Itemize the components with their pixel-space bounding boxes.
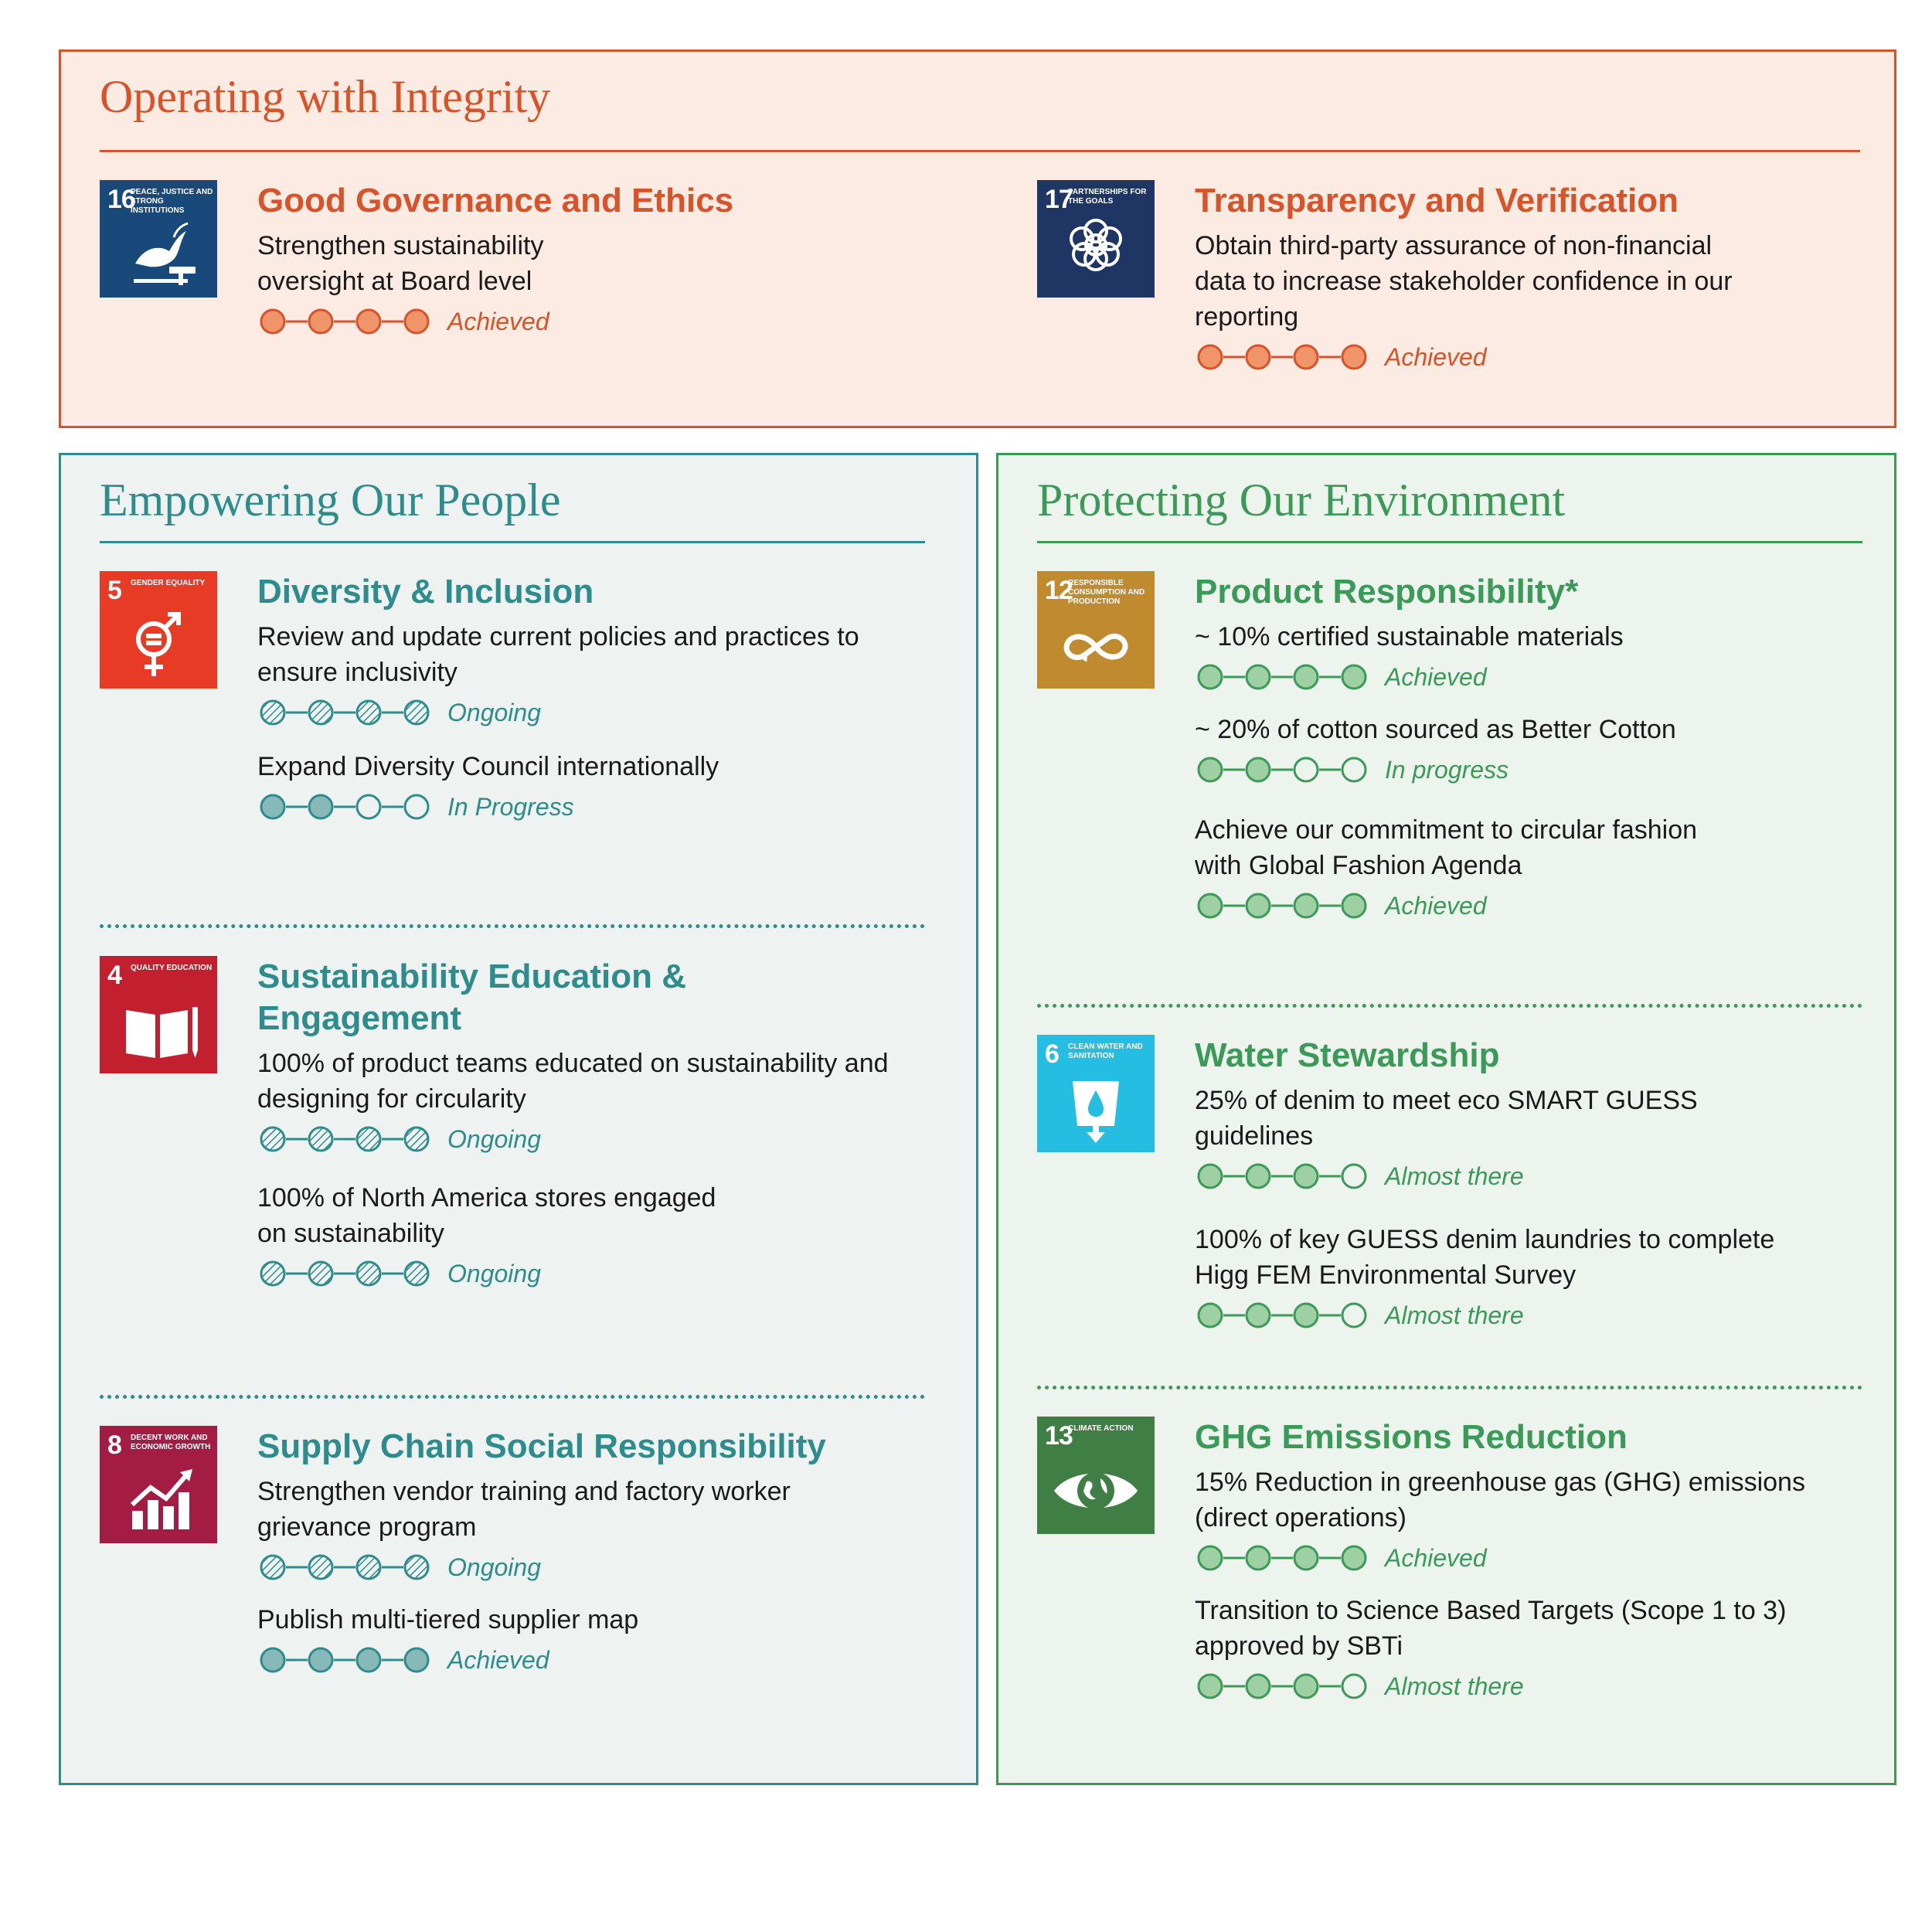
sdg-number: 8 — [107, 1430, 121, 1460]
progress-dots — [1195, 754, 1369, 785]
progress-dot-complete — [1247, 1546, 1270, 1570]
progress-dot-complete — [1199, 1304, 1222, 1327]
progress-tracker — [1195, 752, 1813, 787]
sdg-17-badge — [1037, 180, 1155, 298]
item-content — [257, 180, 953, 350]
item-title: Product Responsibility* — [1195, 573, 1579, 611]
progress-dot-empty — [405, 795, 428, 818]
progress-dot-complete — [1294, 665, 1318, 689]
dove-gavel-icon — [100, 180, 217, 298]
sdg-label: RESPONSIBLE CONSUMPTION AND PRODUCTION — [1068, 579, 1145, 606]
item-content — [257, 956, 922, 1302]
water-glass-icon — [1037, 1035, 1155, 1152]
progress-dot-complete — [1294, 345, 1318, 369]
progress-dot-complete — [1342, 894, 1366, 917]
item-title: Sustainability Education & Engagement — [257, 957, 686, 1037]
progress-dot-complete — [1247, 1675, 1270, 1698]
progress-dot-complete — [357, 701, 380, 724]
progress-dot-complete — [309, 1262, 332, 1285]
progress-dot-complete — [357, 1262, 380, 1285]
sdg-label: CLEAN WATER AND SANITATION — [1068, 1043, 1143, 1060]
progress-dots — [257, 1552, 432, 1583]
progress-dots — [1195, 890, 1369, 921]
sdg-13-badge — [1037, 1417, 1155, 1534]
item-content — [1195, 180, 1890, 386]
progress-dot-empty — [357, 795, 380, 818]
dotted-divider — [100, 1395, 925, 1399]
progress-dot-complete — [405, 1262, 428, 1285]
progress-dot-empty — [1342, 1675, 1366, 1698]
operating-with-integrity-panel — [59, 49, 1896, 428]
sdg-label: QUALITY EDUCATION — [131, 964, 213, 972]
goal-text: Obtain third-party assurance of non-financial data to increase stakeholder confidence in our reporting — [1195, 231, 1733, 332]
status-label: Ongoing — [447, 1553, 541, 1581]
goal-text: Achieve our commitment to circular fashion with Global Fashion Agenda — [1195, 815, 1698, 880]
goal-text: ~ 20% of cotton sourced as Better Cotton — [1195, 715, 1676, 744]
progress-dot-complete — [1294, 1675, 1318, 1698]
goal-text: Publish multi-tiered supplier map — [257, 1605, 639, 1634]
progress-dots — [1195, 1671, 1369, 1702]
progress-dot-complete — [309, 795, 332, 818]
sdg-8-badge — [100, 1426, 217, 1543]
status-label: Ongoing — [447, 1259, 541, 1287]
progress-dots — [257, 1258, 432, 1289]
progress-dot-complete — [1294, 1165, 1318, 1188]
status-label: Achieved — [1385, 1543, 1487, 1572]
progress-dot-complete — [1342, 665, 1366, 689]
progress-dot-complete — [405, 701, 428, 724]
gender-equality-icon — [100, 571, 217, 689]
sdg-label: CLIMATE ACTION — [1068, 1424, 1134, 1433]
progress-tracker — [1195, 1540, 1813, 1576]
progress-dot-empty — [1294, 758, 1318, 781]
goal-text: 15% Reduction in greenhouse gas (GHG) emissions (direct operations) — [1195, 1468, 1805, 1532]
progress-tracker — [1195, 1298, 1798, 1333]
progress-dot-complete — [309, 310, 332, 333]
progress-dot-complete — [405, 310, 428, 333]
goal-text: 100% of key GUESS denim laundries to complete Higg FEM Environmental Survey — [1195, 1225, 1775, 1290]
sdg-number: 5 — [107, 576, 121, 605]
section-divider — [1037, 541, 1862, 543]
book-pencil-icon — [100, 956, 217, 1073]
sdg-label: DECENT WORK AND ECONOMIC GROWTH — [131, 1434, 211, 1451]
progress-dot-complete — [1199, 758, 1222, 781]
status-label: In Progress — [447, 792, 574, 821]
section-title: Operating with Integrity — [100, 71, 551, 122]
progress-tracker — [257, 695, 891, 730]
sdg-number: 4 — [107, 961, 121, 990]
sdg-number: 6 — [1045, 1039, 1059, 1069]
progress-dot-empty — [1342, 1165, 1366, 1188]
item-title: Water Stewardship — [1195, 1036, 1500, 1074]
progress-tracker — [1195, 1158, 1813, 1194]
item-title: Diversity & Inclusion — [257, 573, 594, 611]
progress-dot-complete — [1247, 894, 1270, 917]
infinity-loop-icon — [1037, 571, 1155, 689]
goal-text: 25% of denim to meet eco SMART GUESS guidelines — [1195, 1086, 1698, 1151]
section-title: Protecting Our Environment — [1037, 474, 1566, 526]
progress-dot-complete — [1342, 345, 1366, 369]
progress-dot-complete — [1247, 665, 1270, 689]
goal-text: ~ 10% certified sustainable materials — [1195, 622, 1624, 651]
goal-text: Expand Diversity Council internationally — [257, 752, 719, 781]
status-label: Achieved — [1385, 662, 1487, 691]
status-label: Almost there — [1385, 1162, 1524, 1190]
sdg-12-badge — [1037, 571, 1155, 689]
progress-tracker — [257, 1121, 922, 1157]
goal-text: Strengthen vendor training and factory worker grievance program — [257, 1477, 791, 1542]
status-label: Achieved — [1385, 891, 1487, 920]
status-label: In progress — [1385, 755, 1509, 784]
progress-tracker — [1195, 659, 1813, 695]
progress-dots — [1195, 1161, 1369, 1192]
progress-dot-complete — [1294, 1304, 1318, 1327]
progress-dot-complete — [309, 701, 332, 724]
section-divider — [100, 541, 925, 543]
progress-dot-complete — [357, 1648, 380, 1672]
status-label: Ongoing — [447, 698, 541, 726]
item-title: Supply Chain Social Responsibility — [257, 1427, 826, 1465]
item-content — [1195, 1035, 1813, 1344]
progress-dots — [257, 306, 432, 337]
progress-tracker — [1195, 1668, 1813, 1704]
progress-dot-complete — [1294, 1546, 1318, 1570]
dotted-divider — [1037, 1386, 1862, 1389]
sdg-6-badge — [1037, 1035, 1155, 1152]
progress-dot-complete — [1247, 758, 1270, 781]
item-content — [257, 1426, 845, 1689]
progress-dot-complete — [405, 1648, 428, 1672]
sdg-4-badge — [100, 956, 217, 1073]
goal-text: Transition to Science Based Targets (Scope 1 to 3) approved by SBTi — [1195, 1596, 1787, 1661]
status-label: Achieved — [447, 307, 549, 335]
progress-dot-complete — [309, 1648, 332, 1672]
eye-globe-icon — [1037, 1417, 1155, 1534]
progress-dot-complete — [1199, 1675, 1222, 1698]
sdg-label: GENDER EQUALITY — [131, 579, 206, 587]
goal-text: Strengthen sustainability oversight at Board level — [257, 231, 544, 296]
sdg-16-badge — [100, 180, 217, 298]
progress-dot-complete — [309, 1556, 332, 1579]
protecting-our-environment-panel — [996, 453, 1896, 1785]
progress-dot-complete — [1199, 345, 1222, 369]
progress-dot-complete — [261, 1648, 284, 1672]
progress-dots — [1195, 1543, 1369, 1573]
progress-dot-complete — [261, 1556, 284, 1579]
sdg-number: 16 — [107, 185, 135, 214]
progress-dot-complete — [309, 1128, 332, 1151]
sdg-label: PARTNERSHIPS FOR THE GOALS — [1068, 188, 1147, 206]
progress-tracker — [257, 1256, 752, 1291]
growth-chart-icon — [100, 1426, 217, 1543]
sdg-number: 13 — [1045, 1421, 1073, 1451]
section-title: Empowering Our People — [100, 474, 561, 526]
goal-text: 100% of North America stores engaged on sustainability — [257, 1183, 716, 1248]
progress-dot-empty — [1342, 758, 1366, 781]
section-divider — [100, 150, 1860, 152]
progress-dot-complete — [357, 1128, 380, 1151]
item-content — [1195, 1417, 1813, 1715]
progress-dots — [257, 1124, 432, 1155]
progress-dot-complete — [1247, 345, 1270, 369]
progress-dots — [1195, 662, 1369, 692]
progress-tracker — [257, 789, 891, 825]
goal-text: 100% of product teams educated on sustainability and designing for circularity — [257, 1049, 889, 1114]
progress-dots — [257, 791, 432, 822]
progress-dot-complete — [1247, 1304, 1270, 1327]
progress-dot-empty — [1342, 1304, 1366, 1327]
dotted-divider — [1037, 1004, 1862, 1008]
progress-dots — [257, 697, 432, 728]
progress-dot-complete — [1199, 1165, 1222, 1188]
progress-dot-complete — [357, 310, 380, 333]
progress-tracker — [257, 304, 582, 339]
empowering-our-people-panel — [59, 453, 978, 1785]
rings-icon — [1037, 180, 1155, 298]
progress-dots — [1195, 1300, 1369, 1331]
status-label: Achieved — [447, 1645, 549, 1674]
progress-tracker — [257, 1642, 845, 1678]
progress-tracker — [1195, 888, 1720, 923]
dotted-divider — [100, 924, 925, 928]
progress-dot-complete — [405, 1556, 428, 1579]
progress-dot-complete — [1199, 665, 1222, 689]
progress-dot-complete — [405, 1128, 428, 1151]
progress-tracker — [257, 1549, 845, 1585]
progress-dot-complete — [1294, 894, 1318, 917]
progress-dot-complete — [261, 701, 284, 724]
item-content — [257, 571, 891, 835]
progress-dot-complete — [261, 795, 284, 818]
progress-dot-complete — [1342, 1546, 1366, 1570]
status-label: Almost there — [1385, 1672, 1524, 1700]
progress-dot-complete — [357, 1556, 380, 1579]
progress-dot-complete — [261, 1128, 284, 1151]
item-title: Transparency and Verification — [1195, 182, 1679, 219]
status-label: Almost there — [1385, 1301, 1524, 1329]
sdg-5-badge — [100, 571, 217, 689]
progress-dot-complete — [261, 1262, 284, 1285]
item-content — [1195, 571, 1813, 934]
status-label: Ongoing — [447, 1124, 541, 1153]
sdg-number: 12 — [1045, 576, 1073, 605]
goal-text: Review and update current policies and practices to ensure inclusivity — [257, 622, 859, 687]
progress-dots — [1195, 342, 1369, 372]
progress-dot-complete — [1199, 894, 1222, 917]
progress-tracker — [1195, 339, 1736, 375]
status-label: Achieved — [1385, 342, 1487, 371]
progress-dot-complete — [261, 310, 284, 333]
sdg-label: PEACE, JUSTICE AND STRONG INSTITUTIONS — [131, 188, 213, 215]
item-title: GHG Emissions Reduction — [1195, 1418, 1628, 1456]
progress-dots — [257, 1645, 432, 1675]
progress-dot-complete — [1247, 1165, 1270, 1188]
progress-dot-complete — [1199, 1546, 1222, 1570]
item-title: Good Governance and Ethics — [257, 182, 734, 219]
sdg-number: 17 — [1045, 185, 1073, 214]
